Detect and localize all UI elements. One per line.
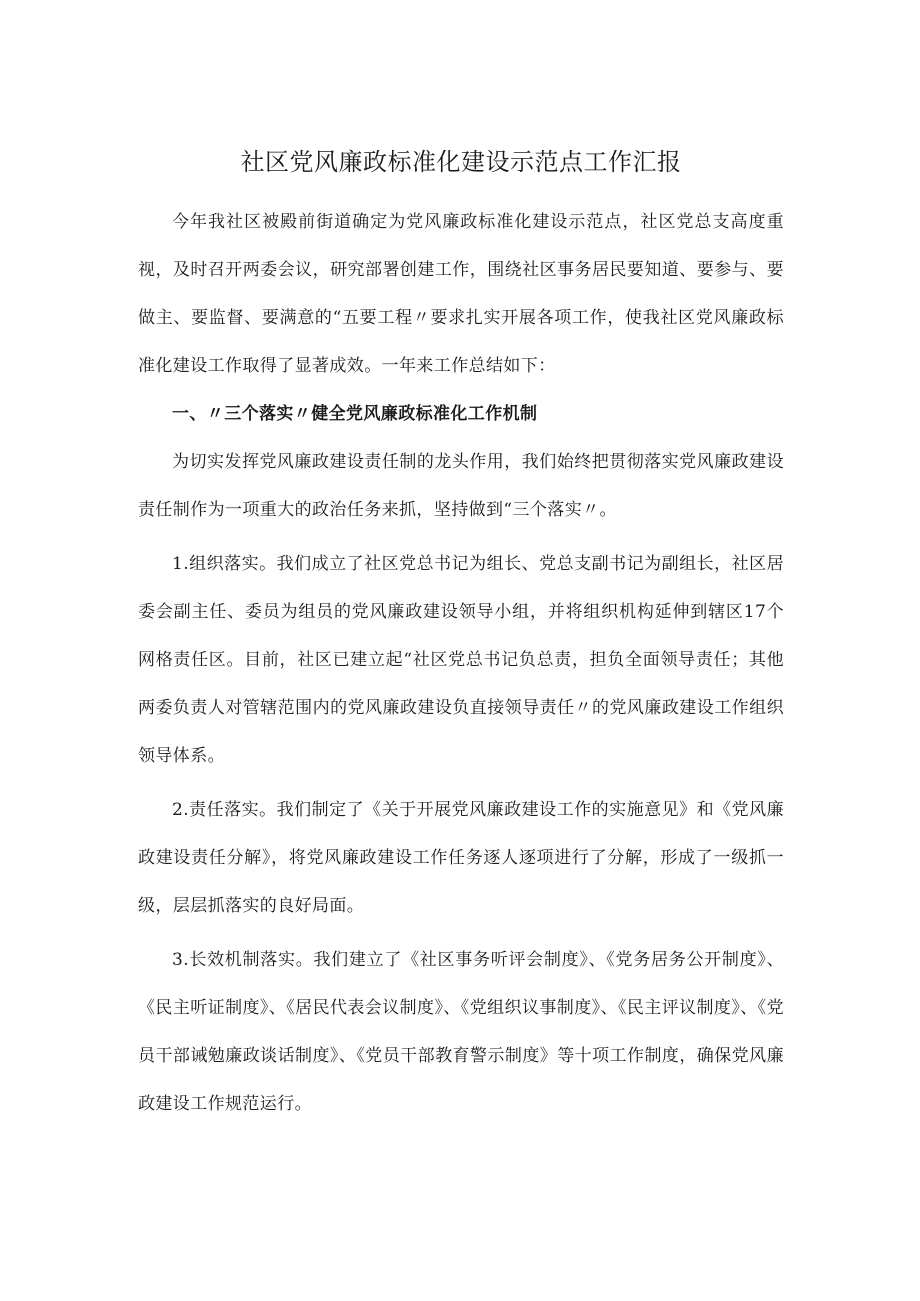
section-intro-paragraph: 为切实发挥党风廉政建设责任制的龙头作用，我们始终把贯彻落实党风廉政建设责任制作为一项重大的政治任务来抓，坚持做到“三个落实〃。 (138, 452, 784, 520)
item-3-paragraph: 3.长效机制落实。我们建立了《社区事务听评会制度》、《党务居务公开制度》、《民主听证制度》、《居民代表会议制度》、《党组织议事制度》、《民主评议制度》、《党员干部诫勉廉政谈话制度》、《党员干部教育警示制度》等十项工作制度，确保党风廉政建设工作规范运行。 (138, 950, 784, 1114)
item-1-paragraph: 1.组织落实。我们成立了社区党总书记为组长、党总支副书记为副组长，社区居委会副主任、委员为组员的党风廉政建设领导小组，并将组织机构延伸到辖区17个网格责任区。目前，社区已建立起“社区党总书记负总责，担负全面领导责任；其他两委负责人对管辖范围内的党风廉政建设负直接领导责任〃的党风廉政建设工作组织领导体系。 (138, 554, 784, 766)
item-2-paragraph: 2.责任落实。我们制定了《关于开展党风廉政建设工作的实施意见》和《党风廉政建设责任分解》，将党风廉政建设工作任务逐人逐项进行了分解，形成了一级抓一级，层层抓落实的良好局面。 (138, 800, 784, 916)
document-body (138, 140, 784, 1128)
intro-paragraph: 今年我社区被殿前街道确定为党风廉政标准化建设示范点，社区党总支高度重视，及时召开两委会议，研究部署创建工作，围绕社区事务居民要知道、要参与、要做主、要监督、要满意的“五要工程〃要求扎实开展各项工作，使我社区党风廉政标准化建设工作取得了显著成效。一年来工作总结如下： (138, 212, 784, 376)
document-title: 社区党风廉政标准化建设示范点工作汇报 (240, 148, 682, 176)
section-heading-1: 一、〃三个落实〃健全党风廉政标准化工作机制 (172, 404, 538, 424)
